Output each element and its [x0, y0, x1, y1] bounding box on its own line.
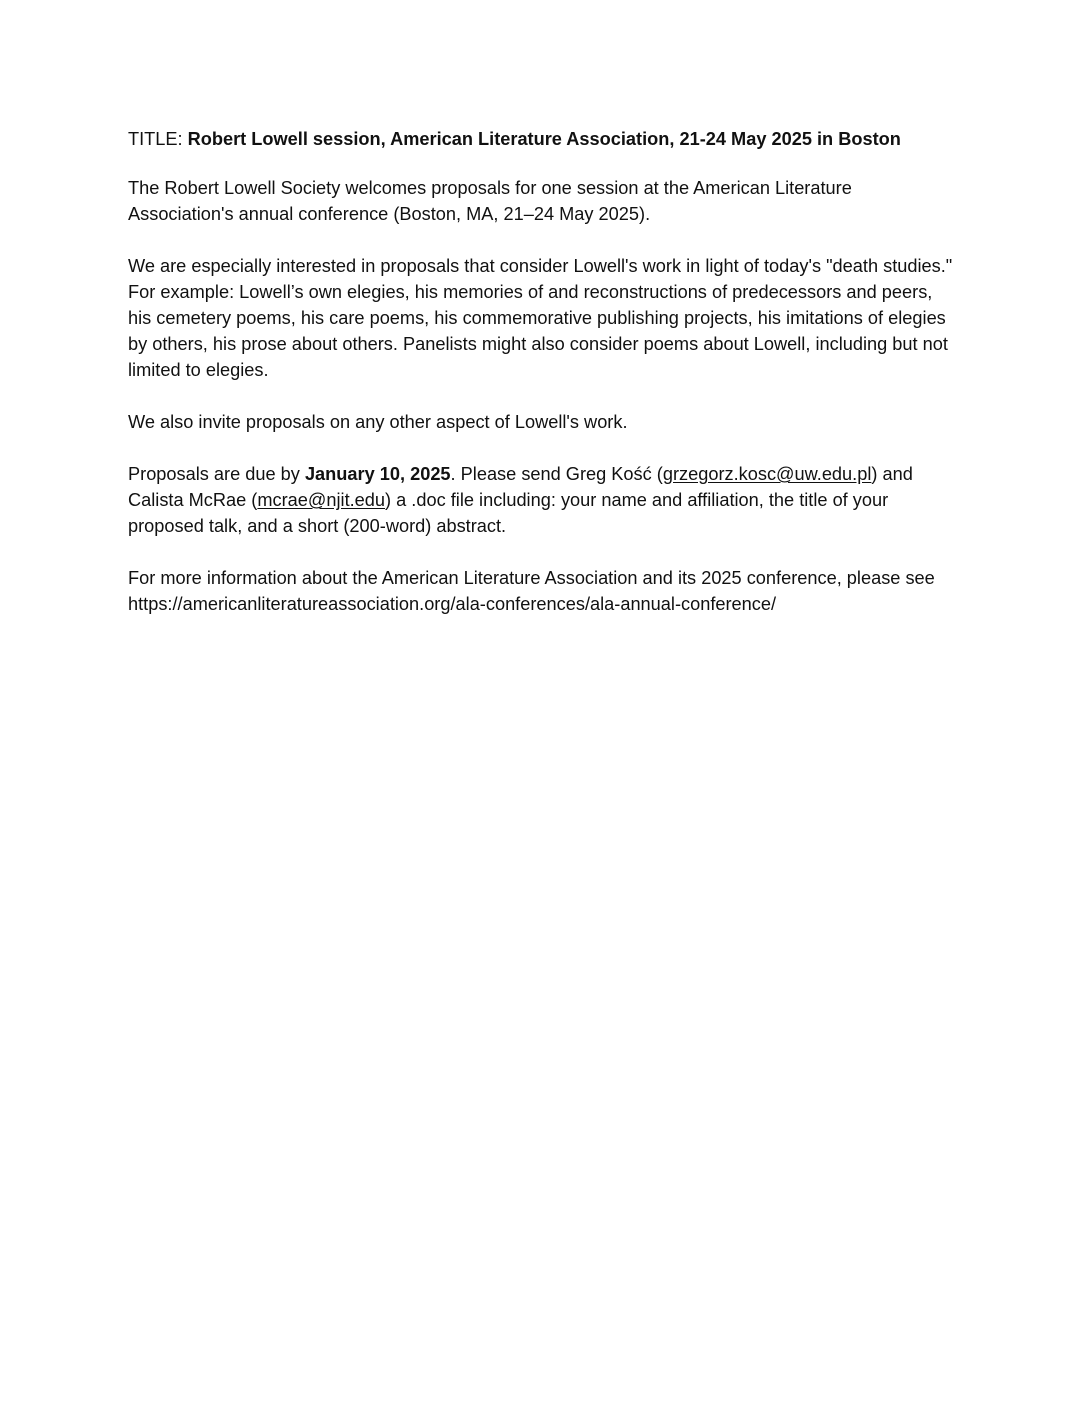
submission-text-2: . Please send Greg Kość ( — [450, 464, 663, 484]
other-aspects-paragraph: We also invite proposals on any other aspect of Lowell's work. — [128, 412, 628, 432]
submission-text-3: ) and Calista McRae ( — [128, 464, 913, 510]
topic-paragraph: We are especially interested in proposals that consider Lowell's work in light of today's "death studies." For example: Lowell’s own elegies, his memories of and reconstructions of predecessors and peers, his cemetery poems, his care poems, his commemorative publishing projects, his imitations of elegies by others, his prose about others. Panelists might also consider poems about Lowell, including but not limited to elegies. — [128, 256, 953, 380]
submission-text-1: Proposals are due by — [128, 464, 305, 484]
submission-paragraph — [128, 461, 958, 539]
title-prefix: TITLE: — [128, 129, 188, 149]
email-link-kosc[interactable]: grzegorz.kosc@uw.edu.pl — [662, 464, 872, 484]
deadline-date: January 10, 2025 — [304, 464, 451, 484]
more-info-paragraph: For more information about the American Literature Association and its 2025 conference, please see https://americanliteratureassociation.org/ala-conferences/ala-annual-conference/ — [128, 568, 935, 614]
email-link-mcrae[interactable]: mcrae@njit.edu — [257, 490, 386, 510]
document-title — [128, 126, 958, 152]
title-text: Robert Lowell session, American Literature Association, 21-24 May 2025 in Boston — [187, 129, 901, 149]
submission-text-4: ) a .doc file including: your name and affiliation, the title of your proposed talk, and a short (200-word) abstract. — [128, 490, 889, 536]
document-body — [128, 126, 958, 633]
intro-paragraph: The Robert Lowell Society welcomes proposals for one session at the American Literature Association's annual conference (Boston, MA, 21–24 May 2025). — [128, 178, 852, 224]
